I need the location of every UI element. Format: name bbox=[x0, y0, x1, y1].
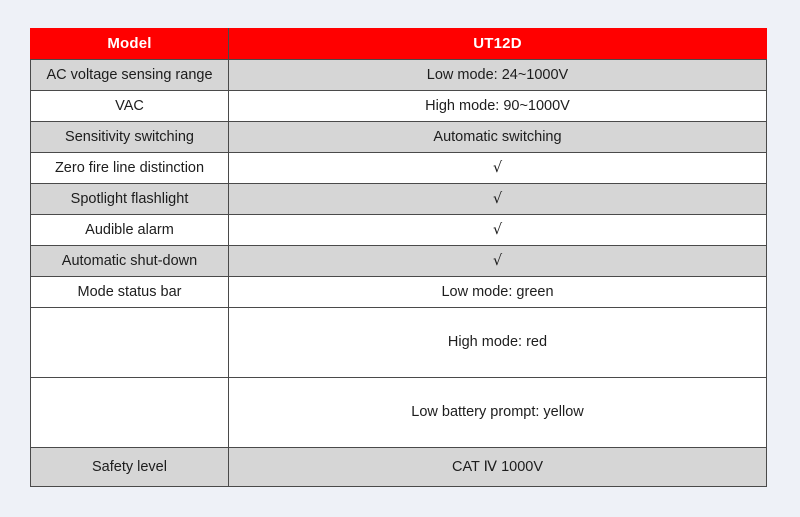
spec-value-checkmark: √ bbox=[229, 184, 767, 215]
table-row bbox=[31, 91, 767, 122]
table-row bbox=[31, 308, 767, 378]
spec-value: Low mode: 24~1000V bbox=[229, 60, 767, 91]
spec-value-checkmark: √ bbox=[229, 153, 767, 184]
table-row bbox=[31, 184, 767, 215]
specification-table-container bbox=[30, 28, 767, 480]
spec-label: Sensitivity switching bbox=[31, 122, 229, 153]
table-row bbox=[31, 277, 767, 308]
spec-label-empty bbox=[31, 378, 229, 448]
spec-value-checkmark: √ bbox=[229, 246, 767, 277]
spec-value: High mode: red bbox=[229, 308, 767, 378]
table-row bbox=[31, 448, 767, 487]
spec-label: Audible alarm bbox=[31, 215, 229, 246]
spec-value: Automatic switching bbox=[229, 122, 767, 153]
spec-value: Low battery prompt: yellow bbox=[229, 378, 767, 448]
spec-label: Spotlight flashlight bbox=[31, 184, 229, 215]
table-row bbox=[31, 215, 767, 246]
spec-label: AC voltage sensing range bbox=[31, 60, 229, 91]
spec-value: Low mode: green bbox=[229, 277, 767, 308]
table-row bbox=[31, 153, 767, 184]
spec-label: Zero fire line distinction bbox=[31, 153, 229, 184]
specification-table bbox=[30, 28, 767, 487]
spec-value: CAT Ⅳ 1000V bbox=[229, 448, 767, 487]
table-row bbox=[31, 246, 767, 277]
spec-label: Safety level bbox=[31, 448, 229, 487]
spec-label-empty bbox=[31, 308, 229, 378]
spec-value: High mode: 90~1000V bbox=[229, 91, 767, 122]
table-row bbox=[31, 122, 767, 153]
spec-value-checkmark: √ bbox=[229, 215, 767, 246]
table-header-row bbox=[31, 29, 767, 60]
spec-label: Automatic shut-down bbox=[31, 246, 229, 277]
table-row bbox=[31, 60, 767, 91]
spec-label: Mode status bar bbox=[31, 277, 229, 308]
spec-label: VAC bbox=[31, 91, 229, 122]
table-row bbox=[31, 378, 767, 448]
column-header-model-name: UT12D bbox=[229, 29, 767, 60]
column-header-model: Model bbox=[31, 29, 229, 60]
